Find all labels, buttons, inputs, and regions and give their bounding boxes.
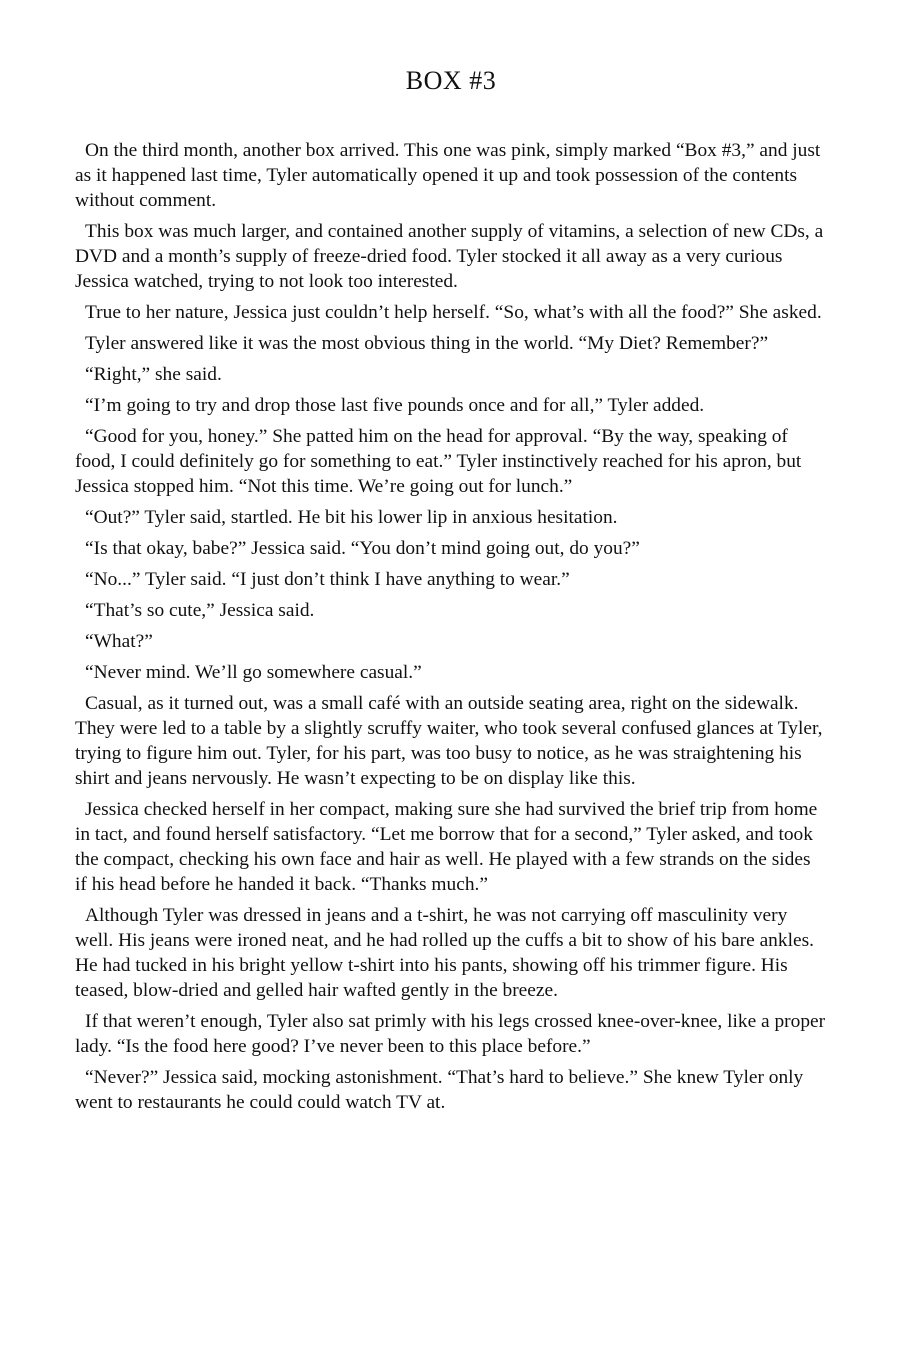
paragraph: “Never mind. We’ll go somewhere casual.” — [85, 662, 422, 683]
paragraph: “No...” Tyler said. “I just don’t think I have anything to wear.” — [85, 569, 570, 590]
paragraph: Casual, as it turned out, was a small café with an outside seating area, right on the sidewalk. They were led to a table by a slightly scruffy waiter, who took several confused glances at Tyler, trying to figure him out. Tyler, for his part, was too busy to notice, as he was straightening his shirt and jeans nervously. He wasn’t expecting to be on display like this. — [75, 693, 823, 789]
paragraph: True to her nature, Jessica just couldn’t help herself. “So, what’s with all the food?” She asked. — [85, 302, 822, 323]
paragraph: On the third month, another box arrived. This one was pink, simply marked “Box #3,” and just as it happened last time, Tyler automatically opened it up and took possession of the contents without comment. — [75, 140, 821, 211]
paragraph: If that weren’t enough, Tyler also sat primly with his legs crossed knee-over-knee, like a proper lady. “Is the food here good? I’ve never been to this place before.” — [75, 1011, 826, 1057]
paragraph: “Never?” Jessica said, mocking astonishment. “That’s hard to believe.” She knew Tyler only went to restaurants he could could watch TV at. — [75, 1067, 804, 1113]
paragraph: “That’s so cute,” Jessica said. — [85, 600, 315, 621]
book-page — [75, 68, 827, 1121]
paragraph: “Is that okay, babe?” Jessica said. “You don’t mind going out, do you?” — [85, 538, 640, 559]
paragraph: Tyler answered like it was the most obvious thing in the world. “My Diet? Remember?” — [85, 333, 769, 354]
paragraph: “Right,” she said. — [85, 364, 222, 385]
chapter-body — [75, 138, 827, 1115]
chapter-title: BOX #3 — [405, 66, 497, 95]
paragraph: This box was much larger, and contained another supply of vitamins, a selection of new CDs, a DVD and a month’s supply of freeze-dried food. Tyler stocked it all away as a very curious Jessica watched, trying to not look too interested. — [75, 221, 824, 292]
paragraph: Although Tyler was dressed in jeans and a t-shirt, he was not carrying off masculinity very well. His jeans were ironed neat, and he had rolled up the cuffs a bit to show of his bare ankles. He had tucked in his bright yellow t-shirt into his pants, showing off his trimmer figure. His teased, blow-dried and gelled hair wafted gently in the breeze. — [75, 905, 814, 1001]
paragraph: “I’m going to try and drop those last five pounds once and for all,” Tyler added. — [85, 395, 705, 416]
paragraph: Jessica checked herself in her compact, making sure she had survived the brief trip from home in tact, and found herself satisfactory. “Let me borrow that for a second,” Tyler asked, and took the compact, checking his own face and hair as well. He played with a few strands on the sides if his head before he handed it back. “Thanks much.” — [75, 799, 818, 895]
paragraph: “What?” — [85, 631, 153, 652]
paragraph: “Good for you, honey.” She patted him on the head for approval. “By the way, speaking of food, I could definitely go for something to eat.” Tyler instinctively reached for his apron, but Jessica stopped him. “Not this time. We’re going out for lunch.” — [75, 426, 802, 497]
paragraph: “Out?” Tyler said, startled. He bit his lower lip in anxious hesitation. — [85, 507, 618, 528]
